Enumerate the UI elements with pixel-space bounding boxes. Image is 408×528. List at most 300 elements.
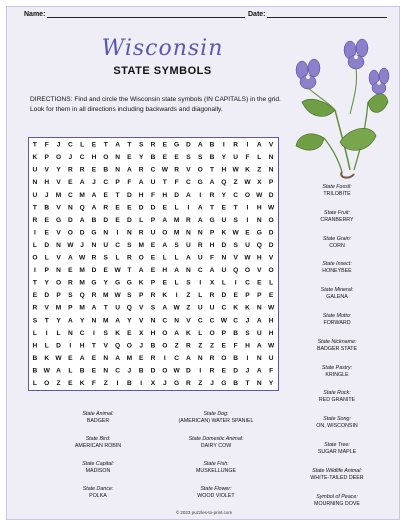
grid-letter[interactable]: U	[150, 229, 156, 237]
grid-letter[interactable]: Y	[221, 154, 227, 162]
grid-letter[interactable]: B	[209, 141, 215, 149]
grid-letter[interactable]: D	[233, 367, 239, 375]
grid-letter[interactable]: P	[257, 292, 262, 300]
grid-letter[interactable]: T	[210, 204, 215, 212]
grid-letter[interactable]: Z	[257, 166, 262, 174]
grid-letter[interactable]: E	[68, 267, 73, 275]
grid-letter[interactable]: E	[150, 254, 156, 262]
grid-letter[interactable]: P	[138, 292, 144, 300]
grid-letter[interactable]: E	[127, 204, 132, 212]
grid-letter[interactable]: O	[67, 229, 73, 237]
grid-letter[interactable]: Y	[103, 279, 108, 287]
grid-letter[interactable]: K	[79, 380, 85, 388]
grid-letter[interactable]: A	[209, 267, 215, 275]
grid-letter[interactable]: E	[162, 154, 168, 162]
grid-letter[interactable]: P	[245, 292, 250, 300]
grid-letter[interactable]: O	[268, 267, 274, 275]
grid-letter[interactable]: A	[209, 179, 215, 187]
grid-letter[interactable]: A	[256, 367, 262, 375]
grid-letter[interactable]: S	[186, 154, 191, 162]
grid-letter[interactable]: C	[67, 191, 73, 199]
grid-letter[interactable]: E	[221, 342, 227, 350]
grid-letter[interactable]: E	[44, 216, 49, 224]
grid-letter[interactable]: G	[221, 380, 227, 388]
grid-letter[interactable]: Z	[186, 304, 191, 312]
grid-letter[interactable]: U	[268, 354, 274, 362]
grid-letter[interactable]: H	[138, 191, 144, 199]
grid-letter[interactable]: J	[245, 367, 250, 375]
grid-letter[interactable]: L	[221, 279, 226, 287]
grid-letter[interactable]: F	[174, 179, 179, 187]
grid-letter[interactable]: S	[174, 241, 179, 249]
grid-letter[interactable]: R	[186, 342, 191, 350]
grid-letter[interactable]: S	[186, 279, 191, 287]
grid-letter[interactable]: I	[69, 342, 72, 350]
grid-letter[interactable]: Y	[127, 317, 132, 325]
grid-letter[interactable]: S	[103, 254, 108, 262]
grid-letter[interactable]: U	[32, 166, 38, 174]
grid-letter[interactable]: E	[245, 229, 250, 237]
grid-letter[interactable]: P	[150, 279, 156, 287]
grid-letter[interactable]: N	[115, 166, 120, 174]
grid-letter[interactable]: W	[55, 354, 62, 362]
grid-letter[interactable]: D	[268, 191, 274, 199]
grid-letter[interactable]: H	[256, 254, 262, 262]
grid-letter[interactable]: W	[232, 166, 239, 174]
grid-letter[interactable]: A	[115, 317, 120, 325]
grid-letter[interactable]: D	[221, 241, 227, 249]
grid-letter[interactable]: N	[256, 380, 262, 388]
grid-letter[interactable]: N	[91, 241, 97, 249]
grid-letter[interactable]: E	[91, 354, 97, 362]
grid-letter[interactable]: W	[173, 367, 180, 375]
date-field[interactable]: Date:	[248, 10, 387, 18]
grid-letter[interactable]: C	[209, 317, 215, 325]
grid-letter[interactable]: A	[256, 141, 262, 149]
grid-letter[interactable]: C	[103, 179, 109, 187]
grid-letter[interactable]: K	[245, 166, 250, 174]
grid-letter[interactable]: P	[221, 329, 227, 337]
grid-letter[interactable]: G	[174, 380, 180, 388]
grid-letter[interactable]: C	[162, 317, 168, 325]
grid-letter[interactable]: B	[138, 367, 144, 375]
grid-letter[interactable]: P	[150, 216, 156, 224]
grid-letter[interactable]: U	[256, 329, 262, 337]
grid-letter[interactable]: I	[246, 216, 249, 224]
grid-letter[interactable]: R	[186, 216, 191, 224]
grid-letter[interactable]: Q	[115, 342, 121, 350]
grid-letters[interactable]	[29, 138, 277, 389]
grid-letter[interactable]: W	[114, 267, 121, 275]
grid-letter[interactable]: H	[209, 241, 215, 249]
grid-letter[interactable]: S	[138, 141, 144, 149]
grid-letter[interactable]: K	[245, 304, 250, 312]
grid-letter[interactable]: M	[126, 354, 133, 362]
grid-letter[interactable]: J	[139, 342, 144, 350]
grid-letter[interactable]: K	[162, 292, 168, 300]
grid-letter[interactable]: U	[197, 304, 203, 312]
grid-letter[interactable]: Z	[198, 380, 203, 388]
grid-letter[interactable]: M	[55, 191, 62, 199]
grid-letter[interactable]: V	[138, 304, 144, 312]
grid-letter[interactable]: E	[32, 292, 38, 300]
grid-letter[interactable]: W	[267, 204, 275, 212]
grid-letter[interactable]: N	[103, 367, 109, 375]
grid-letter[interactable]: U	[221, 216, 227, 224]
grid-letter[interactable]: N	[197, 354, 203, 362]
grid-letter[interactable]: N	[221, 254, 227, 262]
grid-letter[interactable]: V	[257, 267, 262, 275]
grid-letter[interactable]: T	[32, 204, 37, 212]
grid-letter[interactable]: P	[268, 179, 274, 187]
grid-letter[interactable]: T	[115, 191, 120, 199]
grid-letter[interactable]: A	[186, 354, 191, 362]
grid-letter[interactable]: L	[174, 204, 179, 212]
grid-letter[interactable]: R	[150, 141, 156, 149]
grid-letter[interactable]: I	[187, 204, 190, 212]
grid-letter[interactable]: E	[103, 267, 108, 275]
grid-letter[interactable]: W	[173, 304, 180, 312]
grid-letter[interactable]: G	[126, 279, 132, 287]
grid-letter[interactable]: C	[79, 154, 85, 162]
grid-letter[interactable]: V	[186, 317, 191, 325]
grid-letter[interactable]: D	[44, 292, 50, 300]
grid-letter[interactable]: D	[126, 191, 132, 199]
grid-letter[interactable]: V	[56, 229, 61, 237]
grid-letter[interactable]: N	[256, 354, 262, 362]
grid-letter[interactable]: B	[103, 166, 109, 174]
grid-letter[interactable]: L	[44, 254, 49, 262]
grid-letter[interactable]: T	[32, 279, 37, 287]
grid-letter[interactable]: H	[79, 342, 85, 350]
grid-letter[interactable]: H	[268, 317, 274, 325]
grid-letter[interactable]: T	[245, 380, 250, 388]
grid-letter[interactable]: S	[103, 329, 108, 337]
grid-letter[interactable]: Q	[221, 179, 227, 187]
grid-letter[interactable]: A	[67, 317, 73, 325]
grid-letter[interactable]: N	[56, 241, 61, 249]
grid-letter[interactable]: M	[79, 304, 85, 312]
grid-letter[interactable]: G	[174, 141, 180, 149]
grid-letter[interactable]: R	[126, 254, 132, 262]
grid-letter[interactable]: I	[199, 367, 202, 375]
grid-letter[interactable]: H	[150, 329, 156, 337]
grid-letter[interactable]: I	[246, 141, 249, 149]
grid-letter[interactable]: P	[115, 179, 120, 187]
grid-letter[interactable]: N	[67, 329, 73, 337]
grid-letter[interactable]: R	[197, 241, 203, 249]
grid-letter[interactable]: D	[91, 267, 97, 275]
grid-letter[interactable]: L	[269, 279, 274, 287]
grid-letter[interactable]: E	[221, 367, 227, 375]
grid-letter[interactable]: D	[174, 191, 180, 199]
grid-letter[interactable]: Y	[56, 166, 61, 174]
grid-letter[interactable]: A	[56, 367, 61, 375]
grid-letter[interactable]: H	[256, 204, 262, 212]
grid-letter[interactable]: N	[268, 154, 274, 162]
grid-letter[interactable]: E	[138, 354, 144, 362]
grid-letter[interactable]: L	[44, 342, 49, 350]
grid-letter[interactable]: F	[210, 254, 215, 262]
grid-letter[interactable]: Y	[56, 317, 61, 325]
grid-letter[interactable]: W	[244, 179, 251, 187]
grid-letter[interactable]: L	[32, 329, 37, 337]
grid-letter[interactable]: R	[209, 292, 215, 300]
grid-letter[interactable]: K	[115, 329, 120, 337]
grid-letter[interactable]: F	[127, 179, 132, 187]
grid-letter[interactable]: V	[56, 204, 61, 212]
grid-letter[interactable]: V	[138, 317, 144, 325]
grid-letter[interactable]: Y	[79, 317, 85, 325]
grid-letter[interactable]: M	[173, 216, 180, 224]
grid-letter[interactable]: D	[186, 141, 191, 149]
grid-letter[interactable]: U	[245, 241, 250, 249]
grid-letter[interactable]: A	[91, 304, 97, 312]
grid-letter[interactable]: H	[44, 179, 50, 187]
grid-letter[interactable]: L	[174, 279, 179, 287]
grid-letter[interactable]: B	[126, 380, 132, 388]
grid-letter[interactable]: E	[91, 367, 97, 375]
grid-letter[interactable]: C	[233, 191, 239, 199]
grid-letter[interactable]: I	[33, 267, 36, 275]
grid-letter[interactable]: F	[44, 141, 49, 149]
grid-letter[interactable]: E	[233, 292, 238, 300]
grid-letter[interactable]: E	[162, 141, 168, 149]
grid-letter[interactable]: H	[162, 191, 168, 199]
grid-letter[interactable]: J	[56, 141, 61, 149]
grid-letter[interactable]: I	[33, 229, 36, 237]
grid-letter[interactable]: C	[197, 317, 203, 325]
grid-letter[interactable]: D	[221, 292, 227, 300]
grid-letter[interactable]: T	[162, 179, 167, 187]
grid-letter[interactable]: I	[222, 141, 225, 149]
grid-letter[interactable]: W	[220, 317, 227, 325]
grid-letter[interactable]: O	[268, 216, 274, 224]
grid-letter[interactable]: I	[163, 354, 166, 362]
grid-letter[interactable]: W	[67, 241, 74, 249]
grid-letter[interactable]: J	[162, 380, 167, 388]
grid-letter[interactable]: W	[161, 166, 168, 174]
grid-letter[interactable]: A	[138, 179, 144, 187]
grid-letter[interactable]: O	[162, 342, 168, 350]
grid-letter[interactable]: G	[197, 179, 203, 187]
grid-letter[interactable]: C	[115, 367, 120, 375]
grid-letter[interactable]: B	[32, 354, 38, 362]
grid-letter[interactable]: T	[44, 317, 49, 325]
grid-letter[interactable]: Q	[233, 267, 239, 275]
grid-letter[interactable]: L	[32, 241, 37, 249]
grid-letter[interactable]: K	[138, 279, 144, 287]
grid-letter[interactable]: V	[186, 166, 191, 174]
grid-letter[interactable]: D	[186, 367, 191, 375]
grid-letter[interactable]: F	[233, 342, 238, 350]
grid-letter[interactable]: C	[79, 329, 85, 337]
grid-letter[interactable]: H	[245, 342, 250, 350]
grid-letter[interactable]: J	[245, 317, 250, 325]
grid-letter[interactable]: J	[210, 380, 214, 388]
grid-letter[interactable]: J	[68, 154, 73, 162]
grid-letter[interactable]: R	[174, 166, 180, 174]
grid-letter[interactable]: J	[80, 241, 84, 249]
grid-letter[interactable]: B	[32, 367, 38, 375]
grid-letter[interactable]: E	[103, 191, 108, 199]
grid-letter[interactable]: A	[115, 141, 120, 149]
grid-letter[interactable]: Y	[221, 191, 227, 199]
grid-letter[interactable]: O	[162, 229, 168, 237]
grid-letter[interactable]: T	[127, 267, 132, 275]
grid-letter[interactable]: D	[150, 367, 156, 375]
grid-letter[interactable]: N	[174, 317, 180, 325]
grid-letter[interactable]: I	[116, 229, 119, 237]
grid-letter[interactable]: B	[150, 154, 156, 162]
grid-letter[interactable]: R	[209, 191, 215, 199]
grid-letter[interactable]: Q	[256, 241, 262, 249]
grid-letter[interactable]: B	[233, 354, 239, 362]
grid-letter[interactable]: I	[246, 354, 249, 362]
grid-letter[interactable]: I	[116, 380, 119, 388]
grid-letter[interactable]: X	[209, 279, 215, 287]
grid-letter[interactable]: V	[233, 254, 238, 262]
grid-letter[interactable]: Y	[268, 380, 274, 388]
grid-letter[interactable]: A	[256, 317, 262, 325]
grid-letter[interactable]: E	[91, 141, 97, 149]
grid-letter[interactable]: T	[210, 166, 215, 174]
grid-letter[interactable]: K	[44, 354, 50, 362]
grid-letter[interactable]: A	[79, 216, 85, 224]
grid-letter[interactable]: N	[103, 354, 109, 362]
grid-letter[interactable]: Y	[138, 154, 144, 162]
grid-letter[interactable]: W	[267, 342, 275, 350]
grid-letter[interactable]: R	[209, 367, 215, 375]
grid-letter[interactable]: E	[127, 329, 132, 337]
grid-letter[interactable]: R	[233, 141, 239, 149]
grid-letter[interactable]: O	[55, 154, 62, 162]
grid-letter[interactable]: H	[32, 342, 38, 350]
grid-letter[interactable]: W	[114, 292, 121, 300]
grid-letter[interactable]: N	[197, 229, 203, 237]
grid-letter[interactable]: A	[197, 216, 203, 224]
grid-letter[interactable]: N	[115, 154, 120, 162]
grid-letter[interactable]: M	[138, 241, 144, 249]
grid-letter[interactable]: E	[150, 241, 156, 249]
grid-letter[interactable]: W	[267, 304, 275, 312]
grid-letter[interactable]: M	[103, 292, 109, 300]
grid-letter[interactable]: V	[103, 342, 108, 350]
grid-letter[interactable]: F	[245, 154, 250, 162]
grid-letter[interactable]: O	[55, 279, 62, 287]
grid-letter[interactable]: A	[197, 204, 203, 212]
grid-letter[interactable]: T	[233, 204, 238, 212]
grid-letter[interactable]: S	[233, 241, 238, 249]
grid-letter[interactable]: V	[44, 166, 49, 174]
grid-letter[interactable]: A	[197, 141, 203, 149]
grid-letter[interactable]: K	[233, 304, 239, 312]
grid-letter[interactable]: P	[68, 304, 73, 312]
grid-letter[interactable]: C	[174, 354, 180, 362]
grid-letter[interactable]: L	[80, 141, 85, 149]
grid-letter[interactable]: M	[173, 229, 180, 237]
grid-letter[interactable]: Q	[79, 292, 85, 300]
grid-letter[interactable]: R	[91, 254, 97, 262]
grid-letter[interactable]: K	[32, 154, 38, 162]
grid-letter[interactable]: G	[55, 216, 62, 224]
grid-letter[interactable]: A	[256, 342, 262, 350]
grid-letter[interactable]: A	[186, 191, 191, 199]
grid-letter[interactable]: P	[56, 292, 61, 300]
grid-letter[interactable]: D	[150, 204, 156, 212]
grid-letter[interactable]: E	[44, 229, 49, 237]
grid-letter[interactable]: W	[244, 254, 251, 262]
grid-letter[interactable]: O	[162, 367, 168, 375]
grid-letter[interactable]: E	[68, 380, 73, 388]
grid-letter[interactable]: R	[103, 204, 109, 212]
grid-letter[interactable]: Z	[186, 292, 191, 300]
grid-letter[interactable]: W	[43, 367, 50, 375]
grid-letter[interactable]: M	[55, 304, 62, 312]
grid-letter[interactable]: S	[245, 329, 250, 337]
grid-letter[interactable]: Q	[79, 204, 85, 212]
grid-letter[interactable]: L	[115, 254, 120, 262]
grid-letter[interactable]: O	[162, 329, 168, 337]
grid-letter[interactable]: U	[197, 254, 203, 262]
grid-letter[interactable]: O	[244, 191, 251, 199]
grid-letter[interactable]: J	[127, 367, 132, 375]
grid-letter[interactable]: D	[138, 204, 144, 212]
grid-letter[interactable]: O	[209, 329, 215, 337]
grid-letter[interactable]: U	[32, 191, 38, 199]
grid-letter[interactable]: O	[138, 254, 144, 262]
word-search-grid[interactable]	[28, 137, 279, 391]
grid-letter[interactable]: E	[115, 204, 120, 212]
grid-letter[interactable]: T	[32, 141, 37, 149]
grid-letter[interactable]: W	[232, 229, 239, 237]
grid-letter[interactable]: W	[79, 254, 86, 262]
grid-letter[interactable]: N	[126, 229, 132, 237]
grid-letter[interactable]: V	[268, 254, 274, 262]
grid-letter[interactable]: D	[268, 229, 274, 237]
grid-letter[interactable]: L	[257, 154, 262, 162]
grid-letter[interactable]: F	[91, 380, 96, 388]
grid-letter[interactable]: A	[186, 254, 191, 262]
grid-letter[interactable]: D	[268, 241, 274, 249]
grid-letter[interactable]: B	[44, 204, 50, 212]
grid-letter[interactable]: U	[103, 241, 109, 249]
grid-letter[interactable]: U	[186, 241, 191, 249]
grid-letter[interactable]: A	[67, 254, 73, 262]
grid-letter[interactable]: A	[174, 267, 180, 275]
grid-letter[interactable]: B	[91, 216, 97, 224]
grid-letter[interactable]: I	[140, 380, 143, 388]
grid-letter[interactable]: A	[138, 267, 144, 275]
grid-letter[interactable]: I	[199, 191, 202, 199]
grid-letter[interactable]: I	[45, 329, 48, 337]
grid-letter[interactable]: B	[209, 154, 215, 162]
grid-letter[interactable]: V	[44, 304, 49, 312]
grid-letter[interactable]: S	[233, 216, 238, 224]
grid-letter[interactable]: S	[68, 292, 73, 300]
grid-letter[interactable]: A	[91, 191, 97, 199]
grid-letter[interactable]: E	[68, 179, 73, 187]
grid-letter[interactable]: J	[92, 179, 96, 187]
grid-letter[interactable]: N	[186, 229, 191, 237]
grid-letter[interactable]: Z	[174, 342, 179, 350]
grid-letter[interactable]: I	[93, 329, 95, 337]
grid-letter[interactable]: A	[126, 166, 132, 174]
grid-letter[interactable]: L	[56, 329, 61, 337]
grid-letter[interactable]: Z	[56, 380, 61, 388]
grid-letter[interactable]: E	[91, 166, 97, 174]
grid-letter[interactable]: E	[174, 154, 179, 162]
